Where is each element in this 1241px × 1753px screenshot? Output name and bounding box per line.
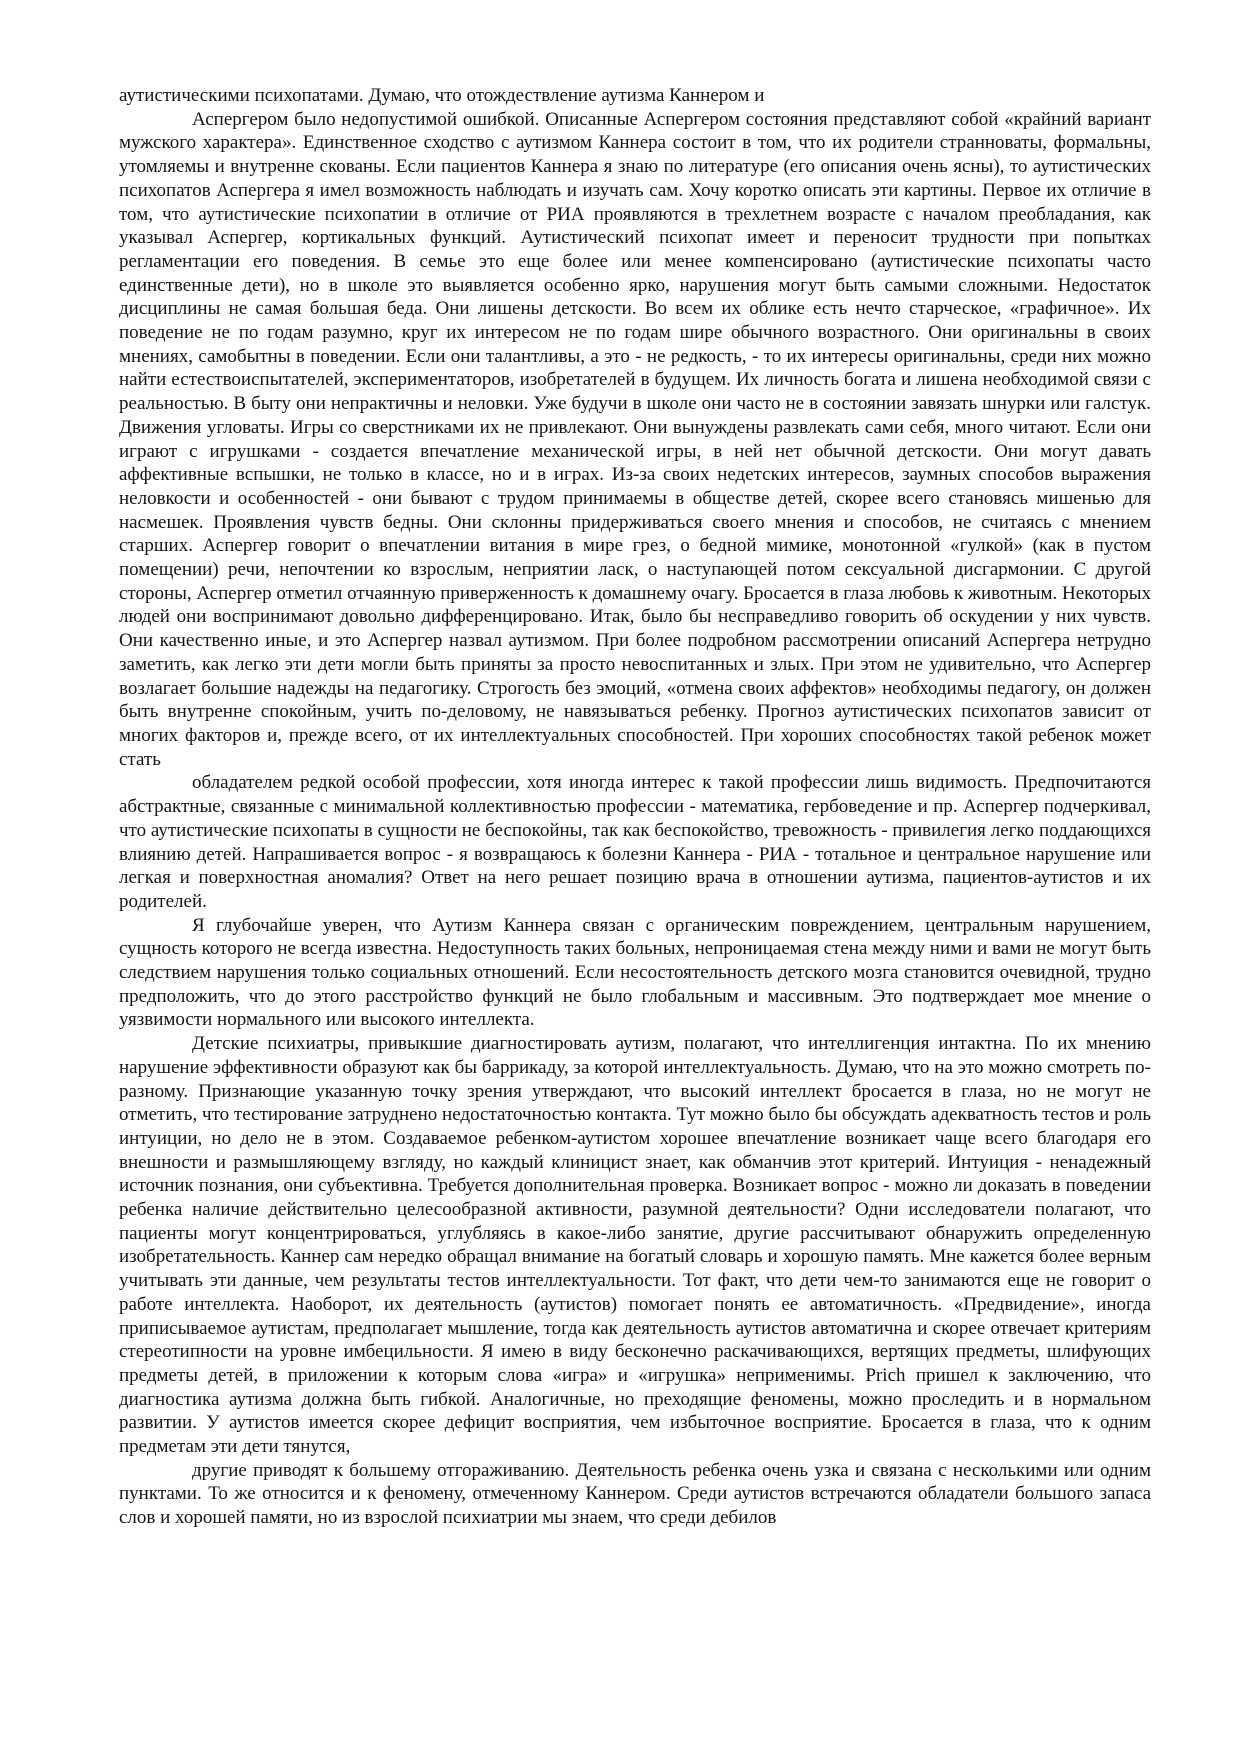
paragraph-3: обладателем редкой особой профессии, хотя иногда интерес к такой профессии лишь видимость. Предпочитаются абстрактные, связанные с минимальной коллективностью профессии - математика, гербоведение и пр. Аспергер подчеркивал, что аутистические психопаты в сущности не беспокойны, так как беспокойство, тревожность - привилегия легко поддающихся влиянию детей. Напрашивается вопрос - я возвращаюсь к болезни Каннера - РИА - тотальное и центральное нарушение или легкая и поверхностная аномалия? Ответ на него решает позицию врача в отношении аутизма, пациентов-аутистов и их родителей. [119, 772, 1151, 912]
document-page [119, 84, 1151, 1530]
paragraph-2: Аспергером было недопустимой ошибкой. Описанные Аспергером состояния представляют собой «крайний вариант мужского характера». Единственное сходство с аутизмом Каннера состоит в том, что их родители странноваты, формальны, утомляемы и внутренне скованы. Если пациентов Каннера я знаю по литературе (его описания очень ясны), то аутистических психопатов Аспергера я имел возможность наблюдать и изучать сам. Хочу коротко описать эти картины. Первое их отличие в том, что аутистические психопатии в отличие от РИА проявляются в трехлетнем возрасте с началом преобладания, как указывал Аспергер, кортикальных функций. Аутистический психопат имеет и переносит трудности при попытках регламентации его поведения. В семье это еще более или менее компенсировано (аутистические психопаты часто единственные дети), но в школе это выявляется особенно ярко, нарушения могут быть самыми сложными. Недостаток дисциплины не самая большая беда. Они лишены детскости. Во всем их облике есть нечто старческое, «графичное». Их поведение не по годам разумно, круг их интересом не по годам шире обычного возрастного. Они оригинальны в своих мнениях, самобытны в поведении. Если они талантливы, а это - не редкость, - то их интересы оригинальны, среди них можно найти естествоиспытателей, экспериментаторов, изобретателей в будущем. Их личность богата и лишена необходимой связи с реальностью. В быту они непрактичны и неловки. Уже будучи в школе они часто не в состоянии завязать шнурки или галстук. Движения угловаты. Игры со сверстниками их не привлекают. Они вынуждены развлекать сами себя, много читают. Если они играют с игрушками - создается впечатление механической игры, в ней нет обычной детскости. Они могут давать аффективные вспышки, не только в классе, но и в играх. Из-за своих недетских интересов, заумных способов выражения неловкости и особенностей - они бывают с трудом принимаемы в обществе детей, скорее всего становясь мишенью для насмешек. Проявления чувств бедны. Они склонны придерживаться своего мнения и способов, не считаясь с мнением старших. Аспергер говорит о впечатлении витания в мире грез, о бедной мимике, монотонной «гулкой» (как в пустом помещении) речи, непочтении ко взрослым, неприятии ласк, о наступающей потом сексуальной дисгармонии. С другой стороны, Аспергер отметил отчаянную приверженность к домашнему очагу. Бросается в глаза любовь к животным. Некоторых людей они воспринимают довольно дифференцировано. Итак, было бы несправедливо говорить об оскудении у них чувств. Они качественно иные, и это Аспергер назвал аутизмом. При более подробном рассмотрении описаний Аспергера нетрудно заметить, как легко эти дети могли быть приняты за просто невоспитанных и злых. При этом не удивительно, что Аспергер возлагает большие надежды на педагогику. Строгость без эмоций, «отмена своих аффектов» необходимы педагогу, он должен быть внутренне спокойным, учить по-деловому, не навязываться ребенку. Прогноз аутистических психопатов зависит от многих факторов и, прежде всего, от их интеллектуальных способностей. При хороших способностях такой ребенок может стать [119, 108, 1151, 770]
paragraph-4: Я глубочайше уверен, что Аутизм Каннера связан с органическим повреждением, центральным нарушением, сущность которого не всегда известна. Недоступность таких больных, непроницаемая стена между ними и вами не могут быть следствием нарушения только социальных отношений. Если несостоятельность детского мозга становится очевидной, трудно предположить, что до этого расстройство функций не было глобальным и массивным. Это подтверждает мое мнение о уязвимости нормального или высокого интеллекта. [119, 914, 1151, 1031]
paragraph-6: другие приводят к большему отгораживанию. Деятельность ребенка очень узка и связана с несколькими или одним пунктами. То же относится и к феномену, отмеченному Каннером. Среди аутистов встречаются обладатели большого запаса слов и хорошей памяти, но из взрослой психиатрии мы знаем, что среди дебилов [119, 1459, 1151, 1529]
paragraph-5: Детские психиатры, привыкшие диагностировать аутизм, полагают, что интеллигенция интактна. По их мнению нарушение эффективности образуют как бы баррикаду, за которой интеллектуальность. Думаю, что на это можно смотреть по-разному. Признающие указанную точку зрения утверждают, что высокий интеллект бросается в глаза, но не могут не отметить, что тестирование затруднено недостаточностью контакта. Тут можно было бы обсуждать адекватность тестов и роль интуиции, но дело не в этом. Создаваемое ребенком-аутистом хорошее впечатление возникает чаще всего благодаря его внешности и размышляющему взгляду, но каждый клиницист знает, как обманчив этот критерий. Интуиция - ненадежный источник познания, они субъективна. Требуется дополнительная проверка. Возникает вопрос - можно ли доказать в поведении ребенка наличие действительно целесообразной активности, разумной деятельности? Одни исследователи полагают, что пациенты могут концентрироваться, углубляясь в какое-либо занятие, другие рассчитывают обнаружить определенную изобретательность. Каннер сам нередко обращал внимание на богатый словарь и хорошую память. Мне кажется более верным учитывать эти данные, чем результаты тестов интеллектуальности. Тот факт, что дети чем-то занимаются еще не говорит о работе интеллекта. Наоборот, их деятельность (аутистов) помогает понять ее автоматичность. «Предвидение», иногда приписываемое аутистам, предполагает мышление, тогда как деятельность аутистов автоматична и скорее отвечает критериям стереотипности на уровне имбецильности. Я имею в виду бесконечно раскачивающихся, вертящих предметы, шлифующих предметы детей, в приложении к которым слова «игра» и «игрушка» неприменимы. Prich пришел к заключению, что диагностика аутизма должна быть гибкой. Аналогичные, но преходящие феномены, можно проследить и в нормальном развитии. У аутистов имеется скорее дефицит восприятия, чем избыточное восприятие. Бросается в глаза, что к одним предметам эти дети тянутся, [119, 1033, 1151, 1458]
paragraph-1: аутистическими психопатами. Думаю, что отождествление аутизма Каннером и [119, 85, 765, 106]
